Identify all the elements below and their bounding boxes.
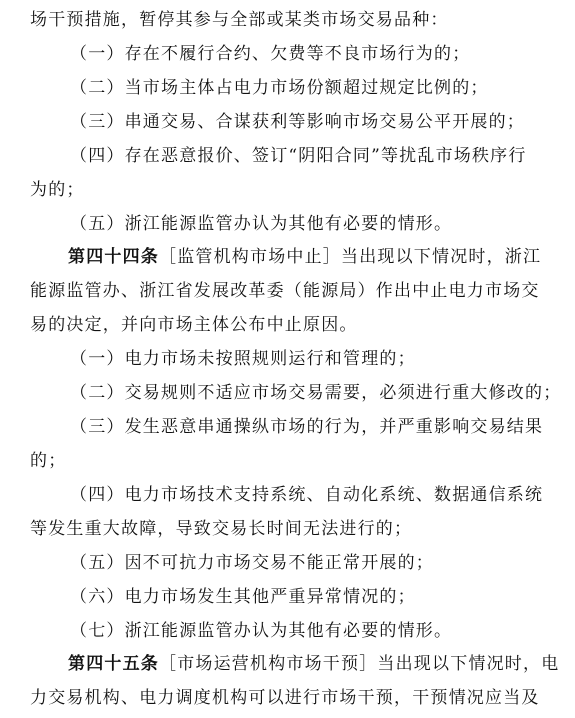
list-item-5: （五）浙江能源监管办认为其他有必要的情形。 (70, 214, 453, 234)
article-44-item-4: （四）电力市场技术支持系统、自动化系统、数据通信系统 (70, 485, 544, 505)
article-44-item-7: （七）浙江能源监管办认为其他有必要的情形。 (70, 621, 453, 641)
article-45-line-2: 力交易机构、电力调度机构可以进行市场干预，干预情况应当及 (30, 688, 540, 708)
article-44-title-text: ［监管机构市场中止］当出现以下情况时，浙江 (159, 247, 542, 267)
article-45-number: 第四十五条 (68, 654, 159, 674)
article-44-item-2: （二）交易规则不适应市场交易需要，必须进行重大修改的； (70, 383, 562, 403)
article-44-line-3: 易的决定，并向市场主体公布中止原因。 (30, 315, 358, 335)
list-item-4-continuation: 为的； (30, 180, 85, 200)
article-44-item-3-continuation: 的； (30, 451, 67, 471)
list-item-3: （三）串通交易、合谋获利等影响市场交易公平开展的； (70, 112, 525, 132)
article-44-line-2: 能源监管办、浙江省发展改革委（能源局）作出中止电力市场交 (30, 281, 540, 301)
list-item-1: （一）存在不履行合约、欠费等不良市场行为的； (70, 44, 471, 64)
list-item-4: （四）存在恶意报价、签订“阴阳合同”等扰乱市场秩序行 (70, 146, 527, 166)
article-44-item-1: （一）电力市场未按照规则运行和管理的； (70, 349, 416, 369)
article-45-heading (68, 653, 559, 675)
list-item-2: （二）当市场主体占电力市场份额超过规定比例的； (70, 78, 489, 98)
paragraph-line-1: 场干预措施，暂停其参与全部或某类市场交易品种： (30, 10, 449, 30)
article-44-item-3: （三）发生恶意串通操纵市场的行为，并严重影响交易结果 (70, 417, 544, 437)
article-44-item-4-continuation: 等发生重大故障，导致交易长时间无法进行的； (30, 519, 413, 539)
article-44-item-6: （六）电力市场发生其他严重异常情况的； (70, 587, 416, 607)
article-44-number: 第四十四条 (68, 247, 159, 267)
article-44-heading (68, 246, 541, 268)
article-44-item-5: （五）因不可抗力市场交易不能正常开展的； (70, 553, 434, 573)
article-45-title-text: ［市场运营机构市场干预］当出现以下情况时，电 (159, 654, 560, 674)
